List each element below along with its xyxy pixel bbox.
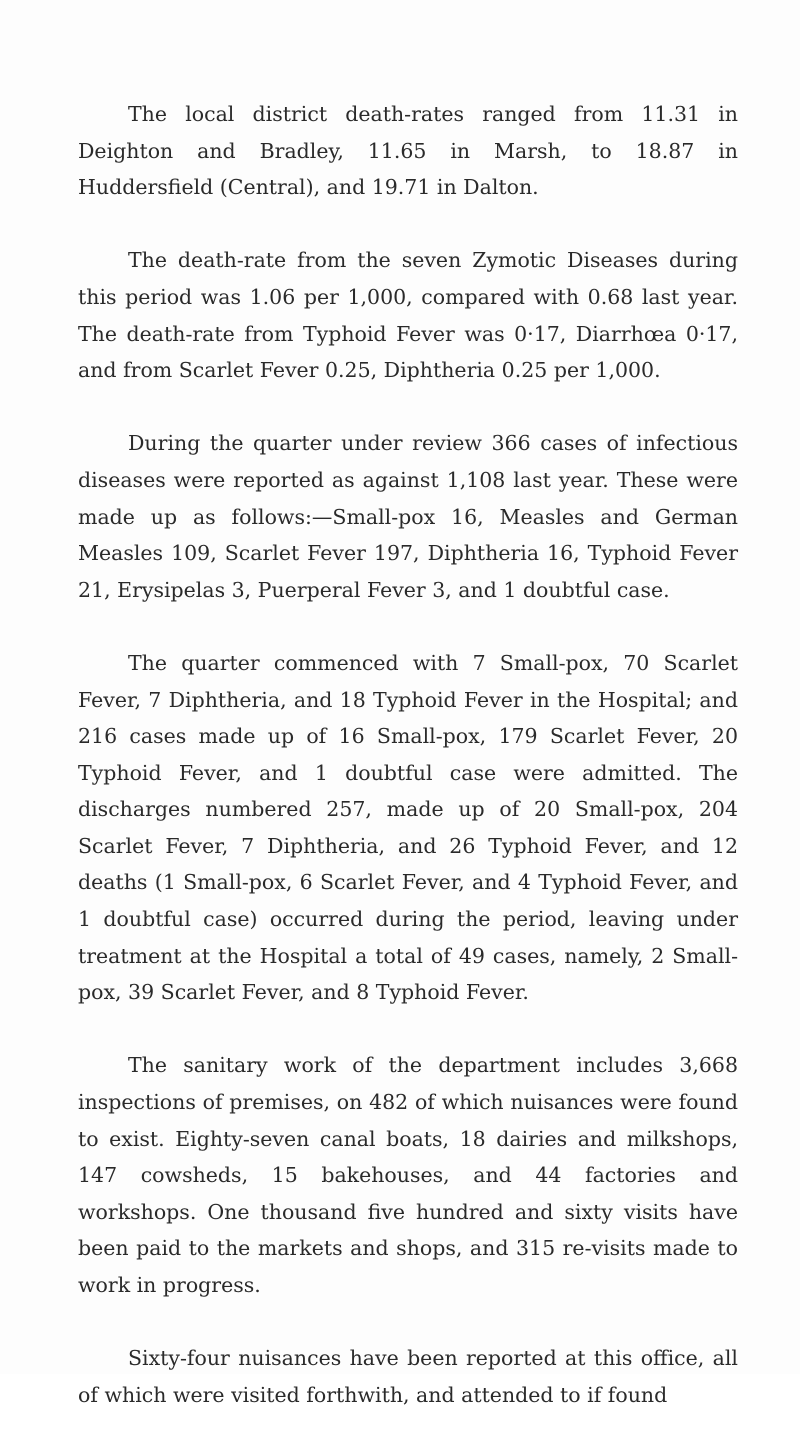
document-body (78, 96, 738, 1450)
paragraph-infectious-cases: During the quarter under review 366 cases of infectious diseases were reported as against 1,108 last year. These were made up as follows:—Small-pox 16, Measles and German Measles 109, Scarlet Fever 197, Diphtheria 16, Typhoid Fever 21, Erysipelas 3, Puerperal Fever 3, and 1 doubtful case. (78, 431, 738, 602)
paragraph-hospital: The quarter commenced with 7 Small-pox, 70 Scarlet Fever, 7 Diphtheria, and 18 Typhoid Fever in the Hospital; and 216 cases made up of 16 Small-pox, 179 Scarlet Fever, 20 Typhoid Fever, and 1 doubtful case were admitted. The discharges numbered 257, made up of 20 Small-pox, 204 Scarlet Fever, 7 Diphtheria, and 26 Typhoid Fever, and 12 deaths (1 Small-pox, 6 Scarlet Fever, and 4 Typhoid Fever, and 1 doubtful case) occurred during the period, leaving under treatment at the Hospital a total of 49 cases, namely, 2 Small-pox, 39 Scarlet Fever, and 8 Typhoid Fever. (78, 650, 738, 1005)
paragraph-zymotic-diseases: The death-rate from the seven Zymotic Diseases during this period was 1.06 per 1,000, compared with 0.68 last year. The death-rate from Typhoid Fever was 0·17, Diarrhœa 0·17, and from Scarlet Fever 0.25, Diphtheria 0.25 per 1,000. (78, 248, 738, 383)
paragraph-sanitary-work: The sanitary work of the department includes 3,668 inspections of premises, on 482 of which nuisances were found to exist. Eighty-seven canal boats, 18 dairies and milkshops, 147 cowsheds, 15 bakehouses, and 44 factories and workshops. One thousand five hundred and sixty visits have been paid to the markets and shops, and 315 re-visits made to work in progress. (78, 1053, 738, 1297)
paragraph-death-rates: The local district death-rates ranged from 11.31 in Deighton and Bradley, 11.65 in Marsh, to 18.87 in Huddersfield (Central), and 19.71 in Dalton. (78, 102, 738, 200)
paragraph-nuisances: Sixty-four nuisances have been reported at this office, all of which were visited forthwith, and attended to if found (78, 1346, 738, 1407)
